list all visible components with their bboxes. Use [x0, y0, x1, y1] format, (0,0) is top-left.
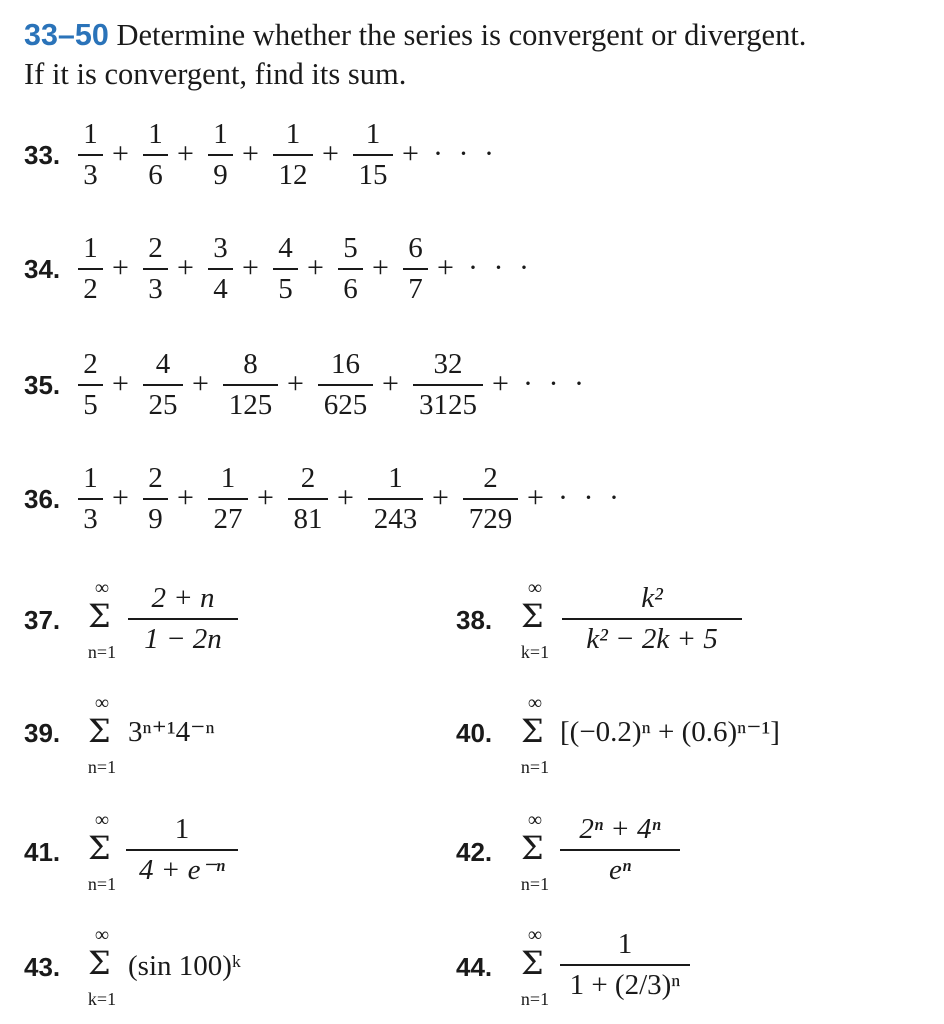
numerator: 1 [83, 462, 98, 494]
fraction-term [353, 118, 393, 191]
summand-expression: (sin 100)ᵏ [128, 950, 242, 982]
ellipsis: · · · [468, 251, 533, 284]
fraction-term [403, 232, 428, 305]
exercise-range: 33–50 [24, 18, 109, 52]
denominator: 243 [373, 502, 418, 535]
numerator: 2ⁿ + 4ⁿ [579, 813, 661, 845]
denominator: 5 [278, 272, 293, 305]
numerator: 1 [83, 232, 98, 264]
numerator: 2 + n [151, 582, 215, 614]
numerator: 5 [343, 232, 358, 264]
denominator: 81 [293, 502, 323, 535]
plus-sign: + [257, 481, 274, 514]
fraction-term [143, 232, 168, 305]
plus-sign: + [112, 481, 129, 514]
plus-sign: + [382, 367, 399, 400]
denominator: 15 [358, 158, 388, 191]
sum-upper-limit: ∞ [94, 809, 110, 831]
plus-sign: + [437, 251, 454, 284]
fraction-bar [413, 384, 483, 386]
fraction-bar [143, 268, 168, 270]
fraction-bar [78, 268, 103, 270]
sum-lower-limit: n=1 [87, 642, 117, 662]
fraction-bar [143, 384, 183, 386]
plus-sign: + [177, 137, 194, 170]
denominator: 25 [148, 388, 178, 421]
problem-number: 39. [24, 718, 61, 748]
ellipsis: · · · [558, 481, 623, 514]
denominator: 3 [83, 502, 98, 535]
denominator: eⁿ [608, 853, 631, 886]
exercise-heading [24, 16, 924, 94]
plus-sign: + [372, 251, 389, 284]
heading-line-2: If it is convergent, find its sum. [24, 57, 407, 91]
plus-sign: + [242, 137, 259, 170]
fraction-bar [338, 268, 363, 270]
problem-number: 38. [456, 605, 493, 635]
fraction-bar [273, 268, 298, 270]
plus-sign: + [112, 137, 129, 170]
numerator: k² [641, 582, 663, 614]
sigma-symbol: Σ [521, 829, 544, 867]
fraction-term [143, 462, 168, 535]
fraction-bar [126, 849, 238, 851]
fraction-term [208, 232, 233, 305]
denominator: 6 [148, 158, 163, 191]
sum-lower-limit: n=1 [87, 874, 117, 894]
sigma-symbol: Σ [88, 944, 111, 982]
numerator: 1 [365, 118, 381, 150]
sigma-symbol: Σ [88, 597, 111, 635]
plus-sign: + [177, 251, 194, 284]
fraction-bar [368, 498, 423, 500]
numerator: 2 [148, 232, 163, 264]
fraction-bar [223, 384, 278, 386]
fraction-term [143, 118, 168, 191]
fraction-bar [463, 498, 518, 500]
numerator: 1 [213, 118, 228, 150]
fraction-bar [78, 498, 103, 500]
fraction-term [78, 118, 103, 191]
problem-number: 35. [24, 370, 61, 400]
fraction-bar [273, 154, 313, 156]
problem-number: 33. [24, 140, 61, 170]
denominator: 2 [83, 272, 98, 305]
denominator: 1 + (2/3)ⁿ [569, 968, 681, 1001]
denominator: 5 [83, 388, 98, 421]
plus-sign: + [242, 251, 259, 284]
fraction-term [208, 462, 248, 535]
fraction-term [78, 462, 103, 535]
plus-sign: + [177, 481, 194, 514]
denominator: 6 [343, 272, 358, 305]
fraction-term [368, 462, 423, 535]
denominator: 7 [408, 272, 423, 305]
numerator: 4 [278, 232, 293, 264]
summand-expression: [(−0.2)ⁿ + (0.6)ⁿ⁻¹] [560, 716, 780, 748]
fraction [560, 928, 690, 1001]
sum-lower-limit: k=1 [520, 642, 550, 662]
summand-expression: 3ⁿ⁺¹4⁻ⁿ [128, 716, 215, 748]
sigma-symbol: Σ [88, 712, 111, 750]
fraction-bar [353, 154, 393, 156]
sum-lower-limit: n=1 [87, 757, 117, 777]
fraction-term [208, 118, 233, 191]
fraction-term [78, 232, 103, 305]
denominator: 9 [148, 502, 163, 535]
heading-line-1: Determine whether the series is convergent or divergent. [116, 18, 807, 52]
numerator: 6 [408, 232, 423, 264]
fraction [128, 582, 238, 655]
numerator: 8 [243, 348, 258, 380]
numerator: 1 [148, 118, 163, 150]
sum-lower-limit: n=1 [520, 874, 550, 894]
plus-sign: + [322, 137, 339, 170]
ellipsis: · · · [433, 137, 498, 170]
fraction-term [338, 232, 363, 305]
fraction-bar [560, 849, 680, 851]
fraction-bar [318, 384, 373, 386]
denominator: 1 − 2n [144, 622, 222, 655]
denominator: 625 [323, 388, 368, 421]
fraction-bar [560, 964, 690, 966]
denominator: 125 [228, 388, 273, 421]
plus-sign: + [492, 367, 509, 400]
denominator: 27 [213, 502, 243, 535]
problem-number: 36. [24, 484, 61, 514]
fraction-bar [78, 384, 103, 386]
sum-upper-limit: ∞ [94, 924, 110, 946]
fraction-term [143, 348, 183, 421]
problem-number: 41. [24, 837, 61, 867]
plus-sign: + [527, 481, 544, 514]
numerator: 2 [148, 462, 163, 494]
denominator: 4 [213, 272, 228, 305]
numerator: 4 [155, 348, 171, 380]
sum-lower-limit: n=1 [520, 989, 550, 1009]
fraction-bar [562, 618, 742, 620]
fraction-bar [78, 154, 103, 156]
denominator: 729 [468, 502, 513, 535]
numerator: 2 [83, 348, 98, 380]
problem-number: 34. [24, 254, 61, 284]
problem-number: 37. [24, 605, 61, 635]
sum-upper-limit: ∞ [94, 692, 110, 714]
sum-upper-limit: ∞ [527, 692, 543, 714]
numerator: 2 [300, 462, 316, 494]
sum-lower-limit: k=1 [87, 989, 117, 1009]
plus-sign: + [192, 367, 209, 400]
problem-number: 40. [456, 718, 493, 748]
numerator: 1 [388, 462, 403, 494]
sigma-symbol: Σ [88, 829, 111, 867]
fraction-term [413, 348, 483, 421]
fraction-bar [143, 498, 168, 500]
denominator: 3 [148, 272, 163, 305]
denominator: 3 [83, 158, 98, 191]
sum-upper-limit: ∞ [527, 924, 543, 946]
problem-number: 44. [456, 952, 493, 982]
plus-sign: + [402, 137, 419, 170]
numerator: 1 [220, 462, 236, 494]
fraction-bar [208, 268, 233, 270]
numerator: 16 [331, 348, 360, 380]
plus-sign: + [112, 251, 129, 284]
fraction-bar [208, 498, 248, 500]
fraction-term [463, 462, 518, 535]
fraction-bar [288, 498, 328, 500]
numerator: 2 [483, 462, 498, 494]
fraction-bar [403, 268, 428, 270]
sigma-symbol: Σ [521, 944, 544, 982]
fraction-term [273, 118, 313, 191]
denominator: 3125 [419, 388, 477, 421]
fraction [562, 582, 742, 655]
fraction-term [273, 232, 298, 305]
sum-lower-limit: n=1 [520, 757, 550, 777]
fraction-bar [143, 154, 168, 156]
plus-sign: + [287, 367, 304, 400]
problem-number: 43. [24, 952, 61, 982]
numerator: 1 [83, 118, 98, 150]
plus-sign: + [337, 481, 354, 514]
plus-sign: + [112, 367, 129, 400]
numerator: 1 [174, 813, 190, 845]
fraction-term [318, 348, 373, 421]
denominator: 9 [213, 158, 228, 191]
sum-upper-limit: ∞ [527, 809, 543, 831]
fraction-bar [128, 618, 238, 620]
sigma-symbol: Σ [521, 712, 544, 750]
denominator: 12 [278, 158, 308, 191]
sum-upper-limit: ∞ [94, 577, 110, 599]
numerator: 1 [285, 118, 301, 150]
numerator: 1 [617, 928, 633, 960]
fraction [126, 813, 238, 886]
fraction-term [78, 348, 103, 421]
fraction [560, 813, 680, 886]
plus-sign: + [432, 481, 449, 514]
denominator: 4 + e⁻ⁿ [139, 853, 225, 886]
numerator: 3 [213, 232, 228, 264]
fraction-bar [208, 154, 233, 156]
ellipsis: · · · [523, 367, 588, 400]
problem-number: 42. [456, 837, 493, 867]
plus-sign: + [307, 251, 324, 284]
numerator: 32 [433, 348, 463, 380]
sigma-symbol: Σ [521, 597, 544, 635]
sum-upper-limit: ∞ [527, 577, 543, 599]
denominator: k² − 2k + 5 [586, 622, 718, 655]
fraction-term [223, 348, 278, 421]
fraction-term [288, 462, 328, 535]
